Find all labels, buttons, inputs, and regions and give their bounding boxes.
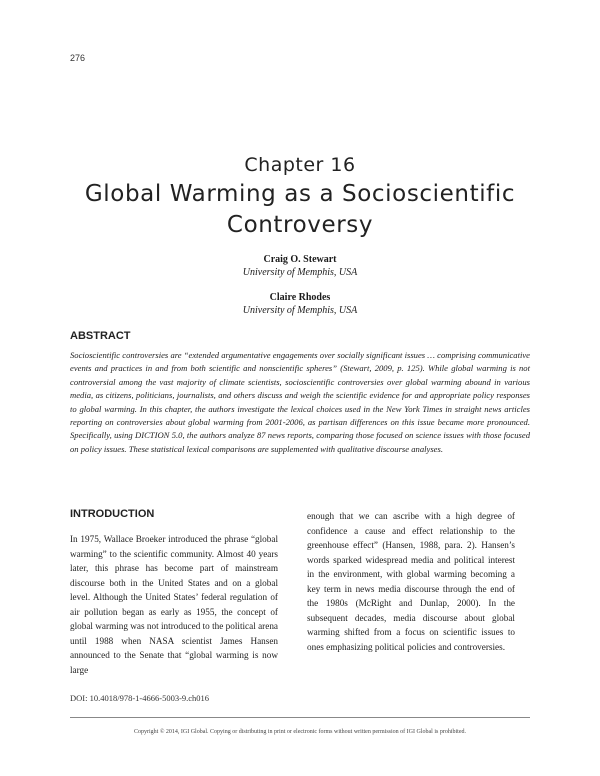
author-block <box>0 253 600 279</box>
page-number: 276 <box>70 53 86 63</box>
doi: DOI: 10.4018/978-1-4666-5003-9.ch016 <box>70 693 210 703</box>
author-affiliation: University of Memphis, USA <box>242 305 358 316</box>
author-name: Claire Rhodes <box>269 292 331 303</box>
abstract-text: Socioscientific controversies are “extended argumentative engagements over socially significant issues … comprising communicative events and practices in and from both scientific and nonscientific spheres” (Stewart, 2009, p. 125). While global warming is not controversial among the vast majority of climate scientists, socioscientific controversies over global warming abound in various media, as citizens, politicians, journalists, and others discuss and weigh the scientific evidence for and appropriate policy responses to global warming. In this chapter, the authors investigate the lexical choices used in the New York Times in straight news articles reporting on controversies about global warming from 2001-2006, as partisan differences on this issue became more pronounced. Specifically, using DICTION 5.0, the authors analyze 87 news reports, comparing those focused on science issues with those focused on policy issues. These statistical lexical comparisons are supplemented with qualitative discourse analyses. <box>70 350 530 454</box>
chapter-label: Chapter 16 <box>244 154 356 176</box>
introduction-heading: INTRODUCTION <box>70 508 155 520</box>
abstract-heading: ABSTRACT <box>70 330 131 342</box>
introduction-column-right: enough that we can ascribe with a high degree of confidence a cause and effect relationship to the greenhouse effect” (Hansen, 1988, para. 2). Hansen’s words sparked widespread media and political interest in the environment, with global warming becoming a key term in news media discourse through the end of the 1980s (McRight and Dunlap, 2000). In the subsequent decades, media discourse about global warming shifted from a focus on scientific issues to ones emphasizing political policies and controversies. <box>307 511 515 652</box>
author-name: Craig O. Stewart <box>263 254 337 265</box>
copyright-notice: Copyright © 2014, IGI Global. Copying or distributing in print or electronic forms without written permission of IGI Global is prohibited. <box>133 729 466 735</box>
footer-divider <box>70 717 530 718</box>
introduction-column-left: In 1975, Wallace Broeker introduced the phrase “global warming” to the scientific community. Almost 40 years later, this phrase has become part of mainstream discourse both in the United States and on a global level. Although the United States’ federal regulation of air pollution began as early as 1955, the concept of global warming was not introduced to the political arena until 1988 when NASA scientist James Hansen announced to the Senate that “global warming is now large <box>70 534 278 675</box>
author-affiliation: University of Memphis, USA <box>242 267 358 278</box>
chapter-title: Global Warming as a Socioscientific Controversy <box>84 181 516 238</box>
author-block <box>0 291 600 317</box>
